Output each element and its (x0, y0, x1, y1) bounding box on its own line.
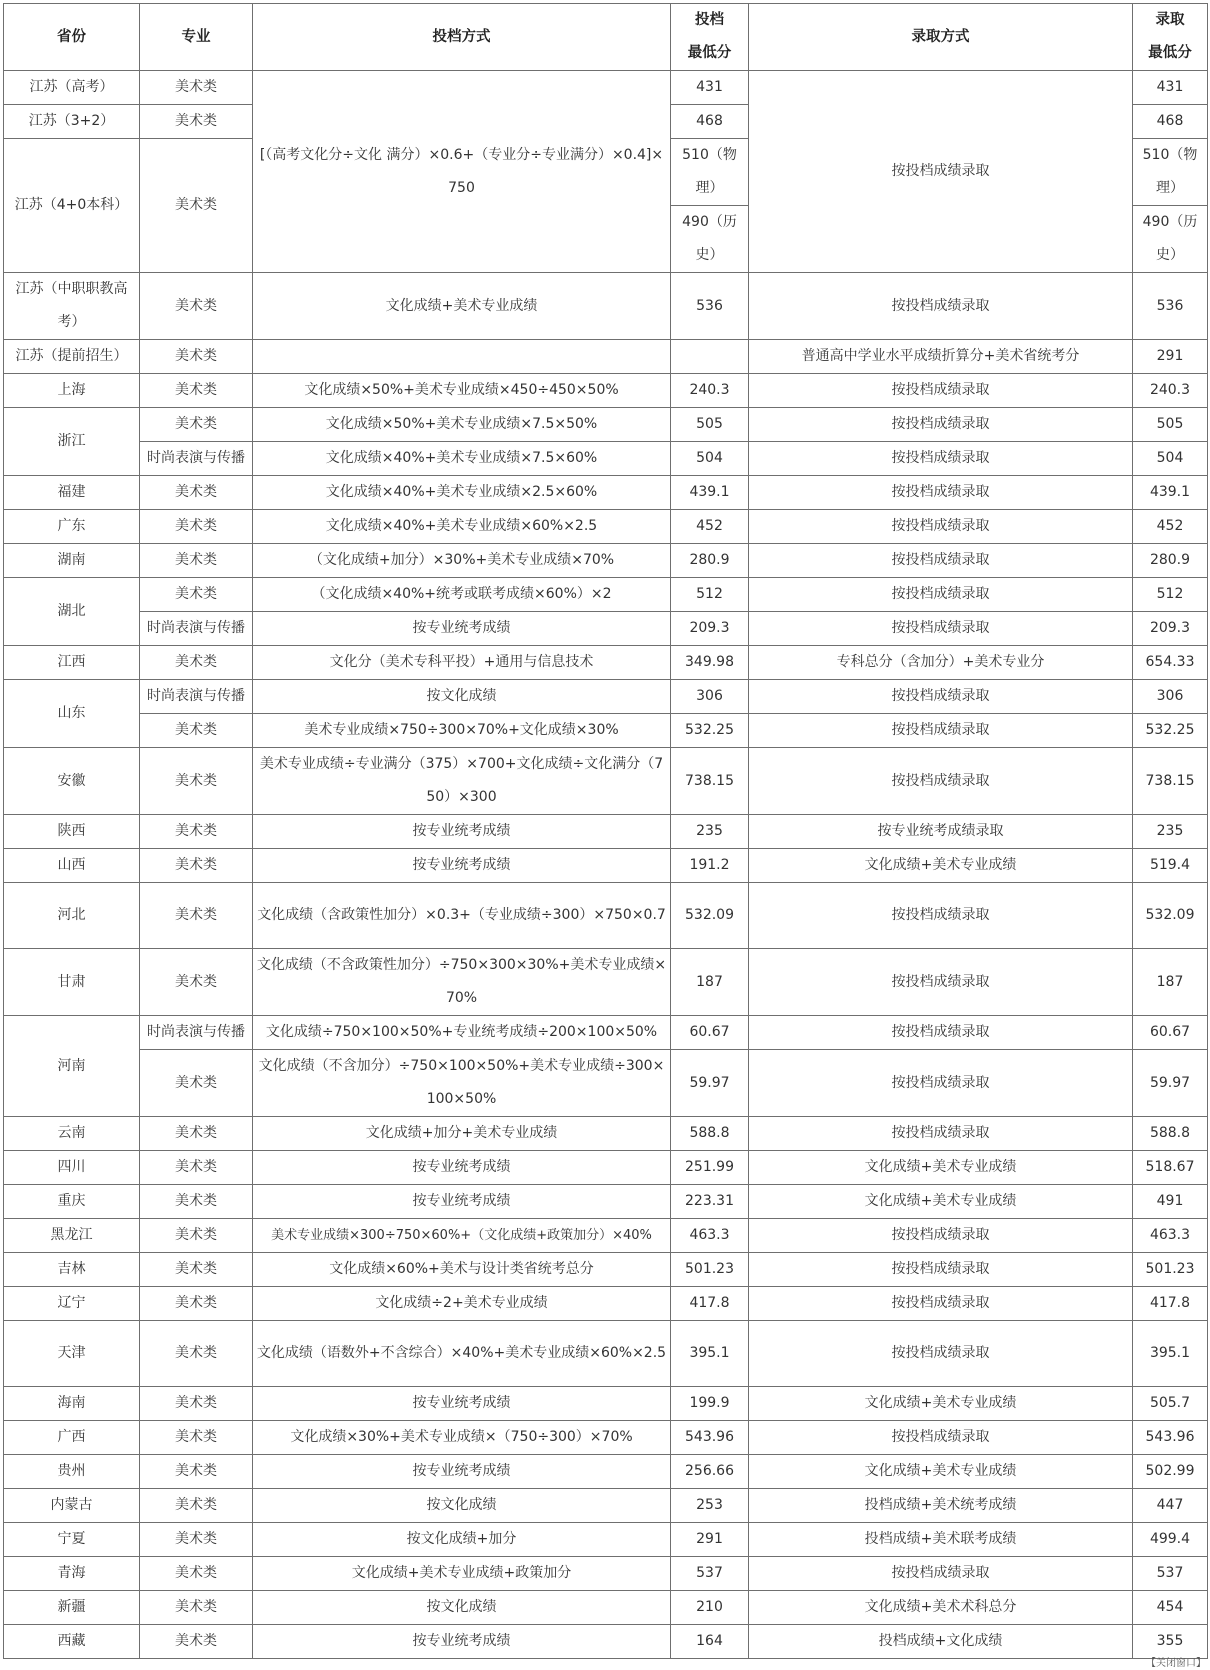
cell-method: 文化成绩×50%+美术专业成绩×7.5×50% (253, 408, 671, 442)
header-min-score-l2: 最低分 (687, 45, 732, 61)
cell-major: 美术类 (140, 646, 253, 680)
cell-province: 河南 (4, 1016, 140, 1117)
cell-admission: 文化成绩+美术术科总分 (749, 1591, 1133, 1625)
cell-adm-score: 738.15 (1133, 748, 1208, 815)
cell-major: 时尚表演与传播 (140, 1016, 253, 1050)
cell-major: 美术类 (140, 1117, 253, 1151)
cell-method: 文化成绩（语数外+不含综合）×40%+美术专业成绩×60%×2.5 (253, 1321, 671, 1387)
table-row (4, 476, 1208, 510)
cell-adm-score: 468 (1133, 105, 1208, 139)
cell-score: 349.98 (671, 646, 749, 680)
cell-province: 广东 (4, 510, 140, 544)
cell-admission: 文化成绩+美术专业成绩 (749, 849, 1133, 883)
header-adm-score-l2: 最低分 (1148, 45, 1192, 61)
cell-major: 美术类 (140, 1287, 253, 1321)
cell-adm-score: 491 (1133, 1185, 1208, 1219)
header-province: 省份 (4, 4, 140, 71)
cell-admission: 按投档成绩录取 (749, 1219, 1133, 1253)
cell-score: 210 (671, 1591, 749, 1625)
table-row (4, 1321, 1208, 1387)
cell-province: 海南 (4, 1387, 140, 1421)
cell-score: 468 (671, 105, 749, 139)
cell-method: 文化成绩×40%+美术专业成绩×2.5×60% (253, 476, 671, 510)
table-row (4, 1387, 1208, 1421)
cell-adm-score: 431 (1133, 71, 1208, 105)
cell-province: 安徽 (4, 748, 140, 815)
table-row (4, 442, 1208, 476)
table-row (4, 612, 1208, 646)
cell-score: 187 (671, 949, 749, 1016)
cell-admission: 按投档成绩录取 (749, 883, 1133, 949)
header-major: 专业 (140, 4, 253, 71)
cell-admission: 按投档成绩录取 (749, 408, 1133, 442)
cell-method: 按文化成绩+加分 (253, 1523, 671, 1557)
cell-adm-score: 240.3 (1133, 374, 1208, 408)
cell-admission: 投档成绩+美术联考成绩 (749, 1523, 1133, 1557)
table-row (4, 883, 1208, 949)
cell-major: 美术类 (140, 815, 253, 849)
cell-major: 美术类 (140, 1523, 253, 1557)
table-row (4, 1253, 1208, 1287)
cell-method: 按专业统考成绩 (253, 849, 671, 883)
cell-score: 253 (671, 1489, 749, 1523)
cell-method: （文化成绩×40%+统考或联考成绩×60%）×2 (253, 578, 671, 612)
table-row (4, 815, 1208, 849)
cell-score: 452 (671, 510, 749, 544)
cell-province: 内蒙古 (4, 1489, 140, 1523)
cell-admission: 按投档成绩录取 (749, 612, 1133, 646)
cell-score: 431 (671, 71, 749, 105)
cell-method: 美术专业成绩×300÷750×60%+（文化成绩+政策加分）×40% (253, 1219, 671, 1253)
cell-major: 美术类 (140, 1219, 253, 1253)
cell-method: 按专业统考成绩 (253, 1387, 671, 1421)
cell-major: 美术类 (140, 714, 253, 748)
table-row (4, 1185, 1208, 1219)
table-header-row (4, 4, 1208, 71)
cell-method: 按文化成绩 (253, 680, 671, 714)
cell-major: 美术类 (140, 510, 253, 544)
cell-major: 美术类 (140, 71, 253, 105)
cell-province: 黑龙江 (4, 1219, 140, 1253)
cell-score: 256.66 (671, 1455, 749, 1489)
cell-province: 上海 (4, 374, 140, 408)
cell-major: 美术类 (140, 1151, 253, 1185)
cell-province: 江苏（提前招生） (4, 340, 140, 374)
cell-province: 广西 (4, 1421, 140, 1455)
cell-method: 文化成绩+加分+美术专业成绩 (253, 1117, 671, 1151)
cell-province: 福建 (4, 476, 140, 510)
cell-adm-score: 490（历史） (1133, 206, 1208, 273)
cell-admission: 按投档成绩录取 (749, 1287, 1133, 1321)
table-row (4, 1421, 1208, 1455)
cell-admission: 专科总分（含加分）+美术专业分 (749, 646, 1133, 680)
cell-province: 江苏（3+2） (4, 105, 140, 139)
table-row (4, 714, 1208, 748)
cell-province: 湖北 (4, 578, 140, 646)
cell-score: 191.2 (671, 849, 749, 883)
table-row (4, 578, 1208, 612)
cell-score: 395.1 (671, 1321, 749, 1387)
cell-method: 文化成绩÷750×100×50%+专业统考成绩÷200×100×50% (253, 1016, 671, 1050)
cell-admission: 按投档成绩录取 (749, 1016, 1133, 1050)
cell-method: 文化成绩×60%+美术与设计类省统考总分 (253, 1253, 671, 1287)
cell-major: 美术类 (140, 1625, 253, 1659)
cell-province: 江苏（4+0本科） (4, 139, 140, 273)
cell-adm-score: 537 (1133, 1557, 1208, 1591)
cell-adm-score: 235 (1133, 815, 1208, 849)
cell-adm-score: 452 (1133, 510, 1208, 544)
cell-province: 湖南 (4, 544, 140, 578)
cell-score: 510（物理） (671, 139, 749, 206)
cell-adm-score: 355 (1133, 1625, 1208, 1659)
cell-method: 文化成绩（含政策性加分）×0.3+（专业成绩÷300）×750×0.7 (253, 883, 671, 949)
cell-adm-score: 532.25 (1133, 714, 1208, 748)
cell-admission: 按投档成绩录取 (749, 71, 1133, 273)
cell-score: 240.3 (671, 374, 749, 408)
cell-method: 按专业统考成绩 (253, 1151, 671, 1185)
cell-province: 陕西 (4, 815, 140, 849)
cell-admission: 普通高中学业水平成绩折算分+美术省统考分 (749, 340, 1133, 374)
cell-method: 文化成绩（不含加分）÷750×100×50%+美术专业成绩÷300×100×50% (253, 1050, 671, 1117)
cell-major: 美术类 (140, 1321, 253, 1387)
table-row (4, 1287, 1208, 1321)
cell-major: 美术类 (140, 476, 253, 510)
cell-adm-score: 588.8 (1133, 1117, 1208, 1151)
cell-province: 吉林 (4, 1253, 140, 1287)
cell-admission: 按投档成绩录取 (749, 442, 1133, 476)
table-row (4, 71, 1208, 105)
table-row (4, 408, 1208, 442)
cell-method: 美术专业成绩÷专业满分（375）×700+文化成绩÷文化满分（750）×300 (253, 748, 671, 815)
cell-adm-score: 502.99 (1133, 1455, 1208, 1489)
cell-province: 江苏（中职职教高考） (4, 273, 140, 340)
cell-method (253, 340, 671, 374)
cell-score: 537 (671, 1557, 749, 1591)
table-row (4, 1117, 1208, 1151)
cell-admission: 按投档成绩录取 (749, 273, 1133, 340)
table-row (4, 544, 1208, 578)
cell-province: 辽宁 (4, 1287, 140, 1321)
cell-method: 文化成绩÷2+美术专业成绩 (253, 1287, 671, 1321)
header-method: 投档方式 (253, 4, 671, 71)
cell-adm-score: 447 (1133, 1489, 1208, 1523)
cell-province: 贵州 (4, 1455, 140, 1489)
cell-major: 美术类 (140, 748, 253, 815)
cell-admission: 文化成绩+美术专业成绩 (749, 1151, 1133, 1185)
header-adm-score (1133, 4, 1208, 71)
cell-major: 美术类 (140, 949, 253, 1016)
cell-score: 512 (671, 578, 749, 612)
cell-method: 文化成绩×40%+美术专业成绩×60%×2.5 (253, 510, 671, 544)
cell-method: 文化成绩×40%+美术专业成绩×7.5×60% (253, 442, 671, 476)
cell-method: 美术专业成绩×750÷300×70%+文化成绩×30% (253, 714, 671, 748)
cell-province: 云南 (4, 1117, 140, 1151)
cell-adm-score: 512 (1133, 578, 1208, 612)
header-min-score-l1: 投档 (695, 12, 724, 28)
table-row (4, 510, 1208, 544)
cell-admission: 按投档成绩录取 (749, 476, 1133, 510)
cell-score: 439.1 (671, 476, 749, 510)
cell-method: 文化成绩+美术专业成绩 (253, 273, 671, 340)
cell-adm-score: 518.67 (1133, 1151, 1208, 1185)
cell-major: 美术类 (140, 273, 253, 340)
table-row (4, 1455, 1208, 1489)
cell-adm-score: 439.1 (1133, 476, 1208, 510)
cell-admission: 按投档成绩录取 (749, 510, 1133, 544)
cell-admission: 按投档成绩录取 (749, 1321, 1133, 1387)
cell-score: 164 (671, 1625, 749, 1659)
cell-admission: 文化成绩+美术专业成绩 (749, 1455, 1133, 1489)
cell-admission: 按投档成绩录取 (749, 544, 1133, 578)
cell-adm-score: 417.8 (1133, 1287, 1208, 1321)
table-row (4, 646, 1208, 680)
cell-adm-score: 654.33 (1133, 646, 1208, 680)
header-adm-score-l1: 录取 (1155, 12, 1185, 28)
cell-major: 美术类 (140, 1387, 253, 1421)
table-row (4, 1151, 1208, 1185)
table-row (4, 273, 1208, 340)
cell-major: 美术类 (140, 1253, 253, 1287)
close-window-link[interactable]: 【关闭窗口】 (1146, 1658, 1206, 1669)
cell-major: 美术类 (140, 1050, 253, 1117)
cell-adm-score: 510（物理） (1133, 139, 1208, 206)
table-row (4, 748, 1208, 815)
cell-score: 504 (671, 442, 749, 476)
cell-method: 按专业统考成绩 (253, 1625, 671, 1659)
cell-score: 223.31 (671, 1185, 749, 1219)
cell-province: 宁夏 (4, 1523, 140, 1557)
cell-major: 时尚表演与传播 (140, 680, 253, 714)
table-row (4, 680, 1208, 714)
table-row (4, 849, 1208, 883)
admission-score-table (3, 3, 1208, 1659)
cell-method: 按专业统考成绩 (253, 815, 671, 849)
cell-adm-score: 532.09 (1133, 883, 1208, 949)
cell-method: 文化分（美术专科平投）+通用与信息技术 (253, 646, 671, 680)
cell-province: 重庆 (4, 1185, 140, 1219)
cell-adm-score: 536 (1133, 273, 1208, 340)
cell-score: 532.25 (671, 714, 749, 748)
cell-score: 291 (671, 1523, 749, 1557)
cell-admission: 按投档成绩录取 (749, 748, 1133, 815)
cell-admission: 按投档成绩录取 (749, 680, 1133, 714)
cell-score: 251.99 (671, 1151, 749, 1185)
cell-score: 536 (671, 273, 749, 340)
cell-province: 青海 (4, 1557, 140, 1591)
cell-method: （文化成绩+加分）×30%+美术专业成绩×70% (253, 544, 671, 578)
cell-province: 河北 (4, 883, 140, 949)
cell-province: 浙江 (4, 408, 140, 476)
table-row (4, 1050, 1208, 1117)
table-row (4, 1625, 1208, 1659)
cell-score: 417.8 (671, 1287, 749, 1321)
cell-admission: 按投档成绩录取 (749, 1557, 1133, 1591)
cell-method: 文化成绩×30%+美术专业成绩×（750÷300）×70% (253, 1421, 671, 1455)
cell-adm-score: 59.97 (1133, 1050, 1208, 1117)
cell-adm-score: 505 (1133, 408, 1208, 442)
cell-method: 文化成绩×50%+美术专业成绩×450÷450×50% (253, 374, 671, 408)
cell-adm-score: 519.4 (1133, 849, 1208, 883)
cell-major: 美术类 (140, 544, 253, 578)
cell-method: 按文化成绩 (253, 1591, 671, 1625)
table-row (4, 340, 1208, 374)
cell-score: 59.97 (671, 1050, 749, 1117)
cell-method: 按专业统考成绩 (253, 1455, 671, 1489)
header-min-score (671, 4, 749, 71)
cell-major: 时尚表演与传播 (140, 442, 253, 476)
cell-adm-score: 501.23 (1133, 1253, 1208, 1287)
cell-province: 山东 (4, 680, 140, 748)
cell-score: 505 (671, 408, 749, 442)
cell-major: 美术类 (140, 340, 253, 374)
cell-admission: 按投档成绩录取 (749, 374, 1133, 408)
cell-province: 四川 (4, 1151, 140, 1185)
cell-major: 时尚表演与传播 (140, 612, 253, 646)
cell-province: 天津 (4, 1321, 140, 1387)
cell-adm-score: 291 (1133, 340, 1208, 374)
cell-adm-score: 504 (1133, 442, 1208, 476)
cell-province: 山西 (4, 849, 140, 883)
cell-admission: 文化成绩+美术专业成绩 (749, 1387, 1133, 1421)
cell-method: [（高考文化分÷文化 满分）×0.6+（专业分÷专业满分）×0.4]×750 (253, 71, 671, 273)
cell-major: 美术类 (140, 1455, 253, 1489)
cell-score: 209.3 (671, 612, 749, 646)
cell-adm-score: 543.96 (1133, 1421, 1208, 1455)
cell-score: 501.23 (671, 1253, 749, 1287)
cell-adm-score: 499.4 (1133, 1523, 1208, 1557)
cell-province: 新疆 (4, 1591, 140, 1625)
cell-province: 甘肃 (4, 949, 140, 1016)
cell-admission: 按专业统考成绩录取 (749, 815, 1133, 849)
cell-admission: 按投档成绩录取 (749, 949, 1133, 1016)
cell-score: 463.3 (671, 1219, 749, 1253)
cell-major: 美术类 (140, 1421, 253, 1455)
cell-major: 美术类 (140, 1557, 253, 1591)
table-row (4, 1523, 1208, 1557)
cell-method: 文化成绩+美术专业成绩+政策加分 (253, 1557, 671, 1591)
table-row (4, 949, 1208, 1016)
table-row (4, 1016, 1208, 1050)
cell-adm-score: 306 (1133, 680, 1208, 714)
cell-major: 美术类 (140, 374, 253, 408)
cell-adm-score: 395.1 (1133, 1321, 1208, 1387)
cell-major: 美术类 (140, 1489, 253, 1523)
cell-admission: 按投档成绩录取 (749, 714, 1133, 748)
cell-major: 美术类 (140, 139, 253, 273)
header-admission: 录取方式 (749, 4, 1133, 71)
table-row (4, 374, 1208, 408)
cell-method: 按文化成绩 (253, 1489, 671, 1523)
cell-adm-score: 463.3 (1133, 1219, 1208, 1253)
cell-admission: 投档成绩+美术统考成绩 (749, 1489, 1133, 1523)
cell-adm-score: 280.9 (1133, 544, 1208, 578)
cell-admission: 按投档成绩录取 (749, 1253, 1133, 1287)
cell-score: 738.15 (671, 748, 749, 815)
cell-method: 文化成绩（不含政策性加分）÷750×300×30%+美术专业成绩×70% (253, 949, 671, 1016)
table-row (4, 1219, 1208, 1253)
cell-score: 543.96 (671, 1421, 749, 1455)
cell-major: 美术类 (140, 408, 253, 442)
cell-method: 按专业统考成绩 (253, 612, 671, 646)
cell-province: 江西 (4, 646, 140, 680)
cell-adm-score: 187 (1133, 949, 1208, 1016)
cell-major: 美术类 (140, 1591, 253, 1625)
cell-adm-score: 60.67 (1133, 1016, 1208, 1050)
cell-admission: 投档成绩+文化成绩 (749, 1625, 1133, 1659)
cell-score: 235 (671, 815, 749, 849)
table-row (4, 1557, 1208, 1591)
cell-score: 490（历史） (671, 206, 749, 273)
cell-admission: 文化成绩+美术专业成绩 (749, 1185, 1133, 1219)
cell-method: 按专业统考成绩 (253, 1185, 671, 1219)
cell-province: 江苏（高考） (4, 71, 140, 105)
cell-adm-score: 505.7 (1133, 1387, 1208, 1421)
cell-score: 306 (671, 680, 749, 714)
cell-admission: 按投档成绩录取 (749, 578, 1133, 612)
table-row (4, 1591, 1208, 1625)
cell-major: 美术类 (140, 105, 253, 139)
cell-major: 美术类 (140, 849, 253, 883)
cell-major: 美术类 (140, 1185, 253, 1219)
cell-score (671, 340, 749, 374)
cell-score: 60.67 (671, 1016, 749, 1050)
cell-adm-score: 209.3 (1133, 612, 1208, 646)
cell-admission: 按投档成绩录取 (749, 1421, 1133, 1455)
cell-score: 199.9 (671, 1387, 749, 1421)
cell-major: 美术类 (140, 578, 253, 612)
cell-admission: 按投档成绩录取 (749, 1117, 1133, 1151)
cell-score: 532.09 (671, 883, 749, 949)
cell-adm-score: 454 (1133, 1591, 1208, 1625)
cell-major: 美术类 (140, 883, 253, 949)
cell-score: 280.9 (671, 544, 749, 578)
cell-score: 588.8 (671, 1117, 749, 1151)
cell-province: 西藏 (4, 1625, 140, 1659)
cell-admission: 按投档成绩录取 (749, 1050, 1133, 1117)
table-row (4, 1489, 1208, 1523)
